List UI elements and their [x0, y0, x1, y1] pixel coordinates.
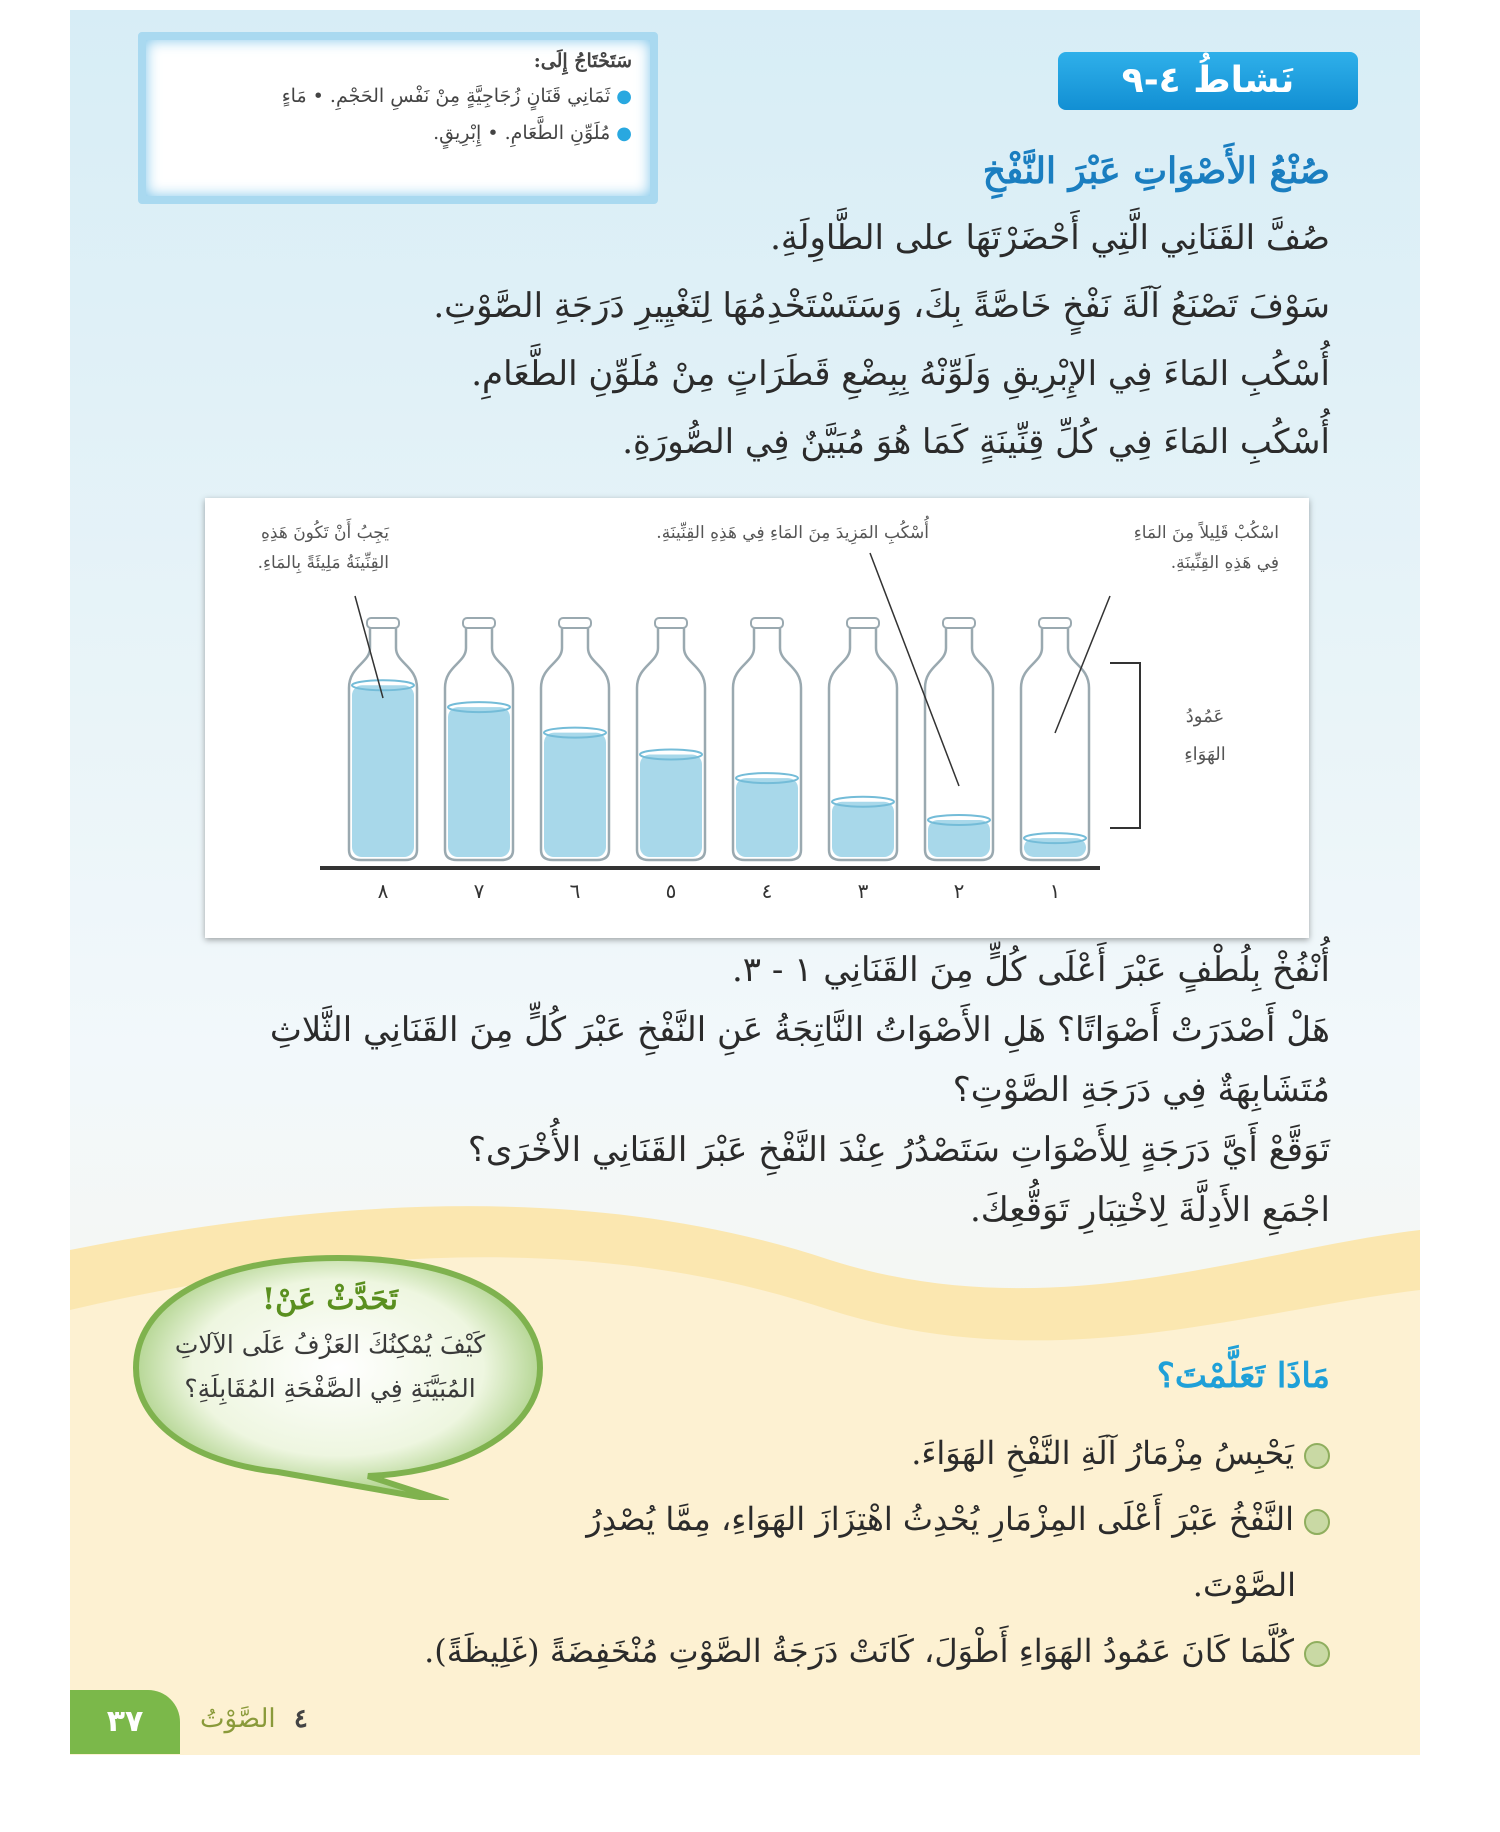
learned-item-3: كُلَّمَا كَانَ عَمُودُ الهَوَاءِ أَطْوَلَ، كَانَتْ دَرَجَةُ الصَّوْتِ مُنْخَفِضَةً (غَلِيظَةً). [424, 1618, 1330, 1684]
water-fill [448, 707, 510, 857]
supplies-title: سَتَحْتَاجُ إِلَى: [533, 50, 632, 72]
learned-list [424, 1420, 1330, 1684]
bottle-8 [349, 618, 417, 860]
learned-item-1: يَحْبِسُ مِزْمَارُ آلَةِ النَّفْخِ الهَوَاءَ. [424, 1420, 1330, 1486]
bottle-label: ٥ [665, 879, 677, 903]
chapter-number: ٤ [293, 1704, 308, 1734]
bottle-7 [445, 618, 513, 860]
water-fill [832, 802, 894, 857]
bottle-lip [943, 618, 975, 628]
bottle-4 [733, 618, 801, 860]
bottle-lip [559, 618, 591, 628]
chapter-title: الصَّوْتُ [200, 1704, 276, 1734]
question-4: اجْمَعِ الأَدِلَّةَ لِاخْتِبَارِ تَوَقُّعِكَ. [969, 1190, 1330, 1230]
bottle-label: ٤ [761, 879, 773, 903]
bullet-icon [1304, 1443, 1330, 1469]
bottle-3 [829, 618, 897, 860]
bottle-label: ٣ [857, 879, 869, 903]
air-column-label: عَمُودُ الهَوَاءِ [1184, 706, 1226, 765]
question-2: هَلْ أَصْدَرَتْ أَصْوَاتًا؟ هَلِ الأَصْوَاتُ النَّاتِجَةُ عَنِ النَّفْخِ عَبْرَ كُلٍّ مِنَ القَنَانِي الثَّلاثِ [269, 1010, 1330, 1050]
bottles-figure [205, 498, 1309, 938]
bullet-dot-icon: ● [616, 123, 632, 144]
bottle-lip [751, 618, 783, 628]
question-1: أُنْفُخْ بِلُطْفٍ عَبْرَ أَعْلَى كُلٍّ مِنَ القَنَانِي ١ - ٣. [731, 950, 1330, 990]
leader-line-little [1055, 596, 1110, 733]
supplies-box [138, 32, 658, 204]
step-3: أُسْكُبِ المَاءَ فِي الإِبْرِيقِ وَلَوِّنْهُ بِبِضْعِ قَطَرَاتٍ مِنْ مُلَوِّنِ الطَّعَامِ. [471, 354, 1330, 394]
activity-title: صُنْعُ الأَصْوَاتِ عَبْرَ النَّفْخِ [982, 150, 1330, 192]
bottle-6 [541, 618, 609, 860]
bottle-label: ٧ [473, 879, 485, 903]
step-2: سَوْفَ تَصْنَعُ آلَةَ نَفْخٍ خَاصَّةً بِكَ، وَسَتَسْتَخْدِمُهَا لِتَغْيِيرِ دَرَجَةِ الصَّوْتِ. [433, 286, 1330, 326]
bullet-icon [1304, 1641, 1330, 1667]
activity-badge: نَشاطُ ٤-٩ [1058, 52, 1358, 110]
talk-box [160, 1282, 500, 1411]
question-3: تَوَقَّعْ أَيَّ دَرَجَةٍ لِلأَصْوَاتِ سَتَصْدُرُ عِنْدَ النَّفْخِ عَبْرَ القَنَانِي الأُخْرَى؟ [467, 1130, 1330, 1170]
supplies-line-1: ●ثَمَانِي قَنَانٍ زُجَاجِيَّةٍ مِنْ نَفْسِ الحَجْمِ. • مَاءٍ [281, 85, 632, 107]
bottle-lip [655, 618, 687, 628]
textbook-page [70, 10, 1420, 1755]
step-4: أُسْكُبِ المَاءَ فِي كُلِّ قِنِّينَةٍ كَمَا هُوَ مُبَيَّنٌ فِي الصُّورَةِ. [622, 422, 1330, 462]
learned-title: مَاذَا تَعَلَّمْتَ؟ [1156, 1356, 1330, 1396]
water-fill [352, 685, 414, 857]
step-1: صُفَّ القَنَانِي الَّتِي أَحْضَرْتَهَا على الطَّاوِلَةِ. [770, 218, 1330, 258]
page-number: ٣٧ [70, 1690, 180, 1754]
bottle-lip [1039, 618, 1071, 628]
bottle-label: ٢ [953, 879, 965, 903]
talk-body: كَيْفَ يُمْكِنُكَ العَزْفُ عَلَى الآلاتِ المُبَيَّنَةِ فِي الصَّفْحَةِ المُقَابِلَةِ؟ [174, 1330, 486, 1403]
leader-line-more [870, 553, 959, 786]
questions [150, 940, 1330, 1240]
bottle-5 [637, 618, 705, 860]
chapter-label [200, 1704, 308, 1734]
callout-little-water: اسْكُبْ قَلِيلاً مِنَ المَاءِ فِي هَذِهِ القِنِّينَةِ. [1133, 523, 1279, 573]
callout-full-bottle: يَجِبُ أَنْ تَكُونَ هَذِهِ القِنِّينَةُ مَلِيئَةً بِالمَاءِ. [257, 523, 389, 573]
water-fill [544, 733, 606, 857]
bottle-2 [925, 618, 993, 860]
air-column-bracket [1110, 663, 1140, 828]
bottle-label: ٦ [569, 879, 581, 903]
question-2-cont: مُتَشَابِهَةٌ فِي دَرَجَةِ الصَّوْتِ؟ [952, 1070, 1330, 1110]
supplies-line-2: ●مُلَوِّنِ الطَّعَامِ. • إِبْرِيقٍ. [433, 122, 632, 144]
bottle-lip [367, 618, 399, 628]
bullet-dot-icon: ● [616, 86, 632, 107]
learned-item-2-cont: الصَّوْتَ. [1192, 1566, 1296, 1604]
talk-title: تَحَدَّثْ عَنْ! [261, 1282, 399, 1317]
water-fill [640, 754, 702, 857]
bottle-label: ٨ [377, 879, 389, 903]
callout-more-water: أُسْكُبِ المَزِيدَ مِنَ المَاءِ فِي هَذِهِ القِنِّينَةِ. [656, 523, 929, 543]
bottle-label: ١ [1049, 879, 1061, 903]
water-fill [736, 778, 798, 857]
bottle-outline [1021, 626, 1089, 860]
bottle-1 [1021, 618, 1089, 860]
learned-item-2: النَّفْخُ عَبْرَ أَعْلَى المِزْمَارِ يُحْدِثُ اهْتِزَازَ الهَوَاءِ، مِمَّا يُصْدِرُ [424, 1486, 1330, 1552]
bullet-icon [1304, 1509, 1330, 1535]
bottle-lip [463, 618, 495, 628]
bottle-lip [847, 618, 879, 628]
